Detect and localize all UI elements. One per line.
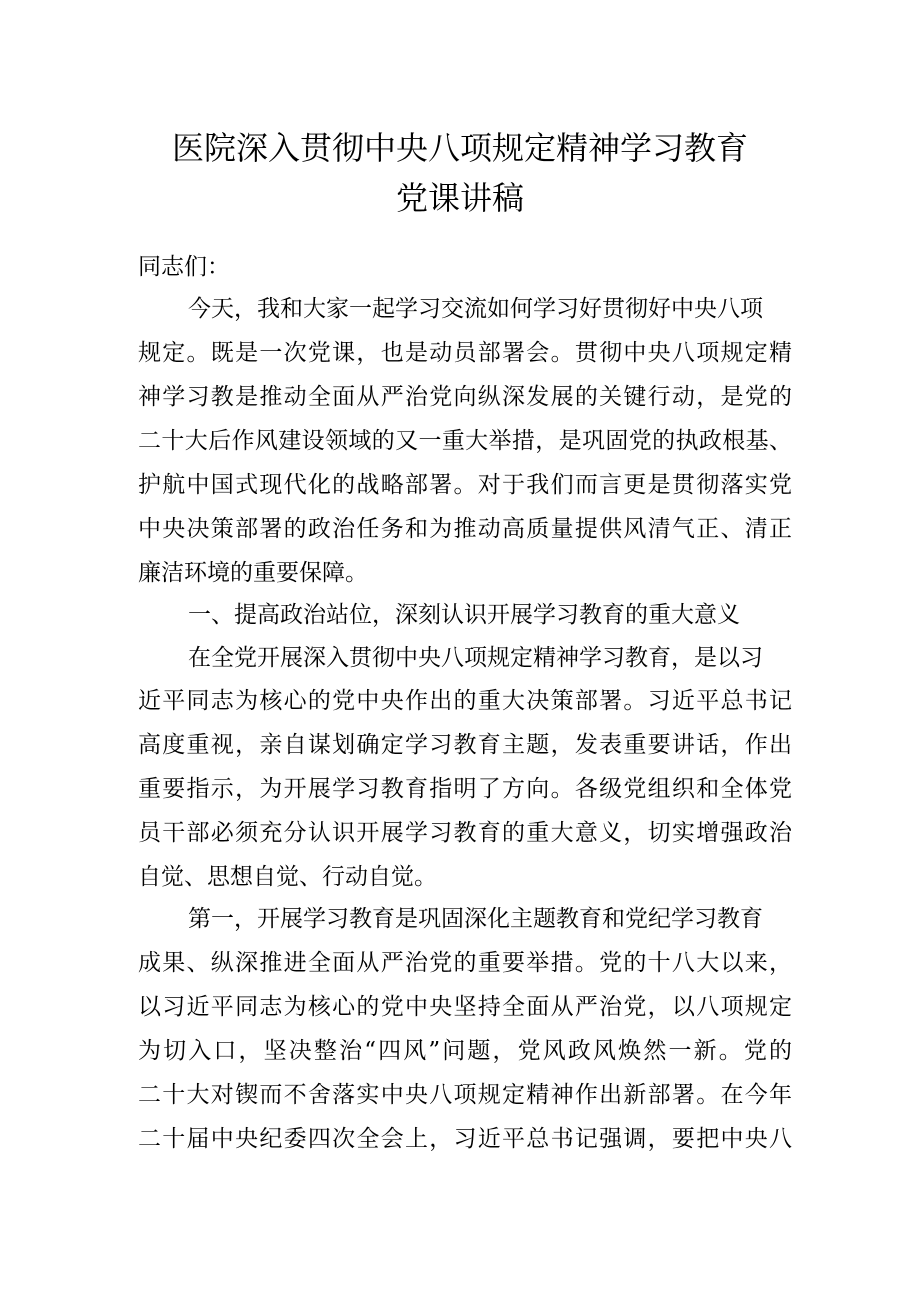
- body-line: 今天，我和大家一起学习交流如何学习好贯彻好中央八项: [188, 296, 763, 322]
- body-line: 员干部必须充分认识开展学习教育的重大意义，切实增强政治: [138, 820, 792, 846]
- body-line: 护航中国式现代化的战略部署。对于我们而言更是贯彻落实党: [138, 472, 792, 498]
- body-line: 高度重视，亲自谋划确定学习教育主题，发表重要讲话，作出: [138, 732, 792, 758]
- body-line: 二十届中央纪委四次全会上，习近平总书记强调，要把中央八: [138, 1126, 792, 1152]
- body-line: 重要指示，为开展学习教育指明了方向。各级党组织和全体党: [138, 776, 792, 802]
- body-line: 以习近平同志为核心的党中央坚持全面从严治党，以八项规定: [138, 994, 792, 1020]
- body-line: 成果、纵深推进全面从严治党的重要举措。党的十八大以来，: [138, 950, 792, 976]
- body-line: 第一，开展学习教育是巩固深化主题教育和党纪学习教育: [188, 906, 763, 932]
- body-line: 在全党开展深入贯彻中央八项规定精神学习教育，是以习: [188, 645, 763, 671]
- document-title-line-2: 党课讲稿: [395, 179, 524, 217]
- body-line: 二十大后作风建设领域的又一重大举措，是巩固党的执政根基、: [138, 428, 792, 454]
- body-line: 近平同志为核心的党中央作出的重大决策部署。习近平总书记: [138, 688, 792, 714]
- body-line: 二十大对锲而不舍落实中央八项规定精神作出新部署。在今年: [138, 1082, 792, 1108]
- section-heading: 一、提高政治站位，深刻认识开展学习教育的重大意义: [188, 602, 740, 628]
- body-line: 神学习教是推动全面从严治党向纵深发展的关键行动，是党的: [138, 384, 792, 410]
- body-line: 自觉、思想自觉、行动自觉。: [138, 864, 437, 890]
- body-line: 规定。既是一次党课，也是动员部署会。贯彻中央八项规定精: [138, 340, 792, 366]
- body-line: 廉洁环境的重要保障。: [138, 560, 368, 586]
- salutation: 同志们：: [138, 254, 230, 280]
- body-line: 为切入口，坚决整治“四风”问题，党风政风焕然一新。党的: [138, 1038, 792, 1064]
- body-line: 中央决策部署的政治任务和为推动高质量提供风清气正、清正: [138, 516, 792, 542]
- document-title-line-1: 医院深入贯彻中央八项规定精神学习教育: [171, 129, 748, 167]
